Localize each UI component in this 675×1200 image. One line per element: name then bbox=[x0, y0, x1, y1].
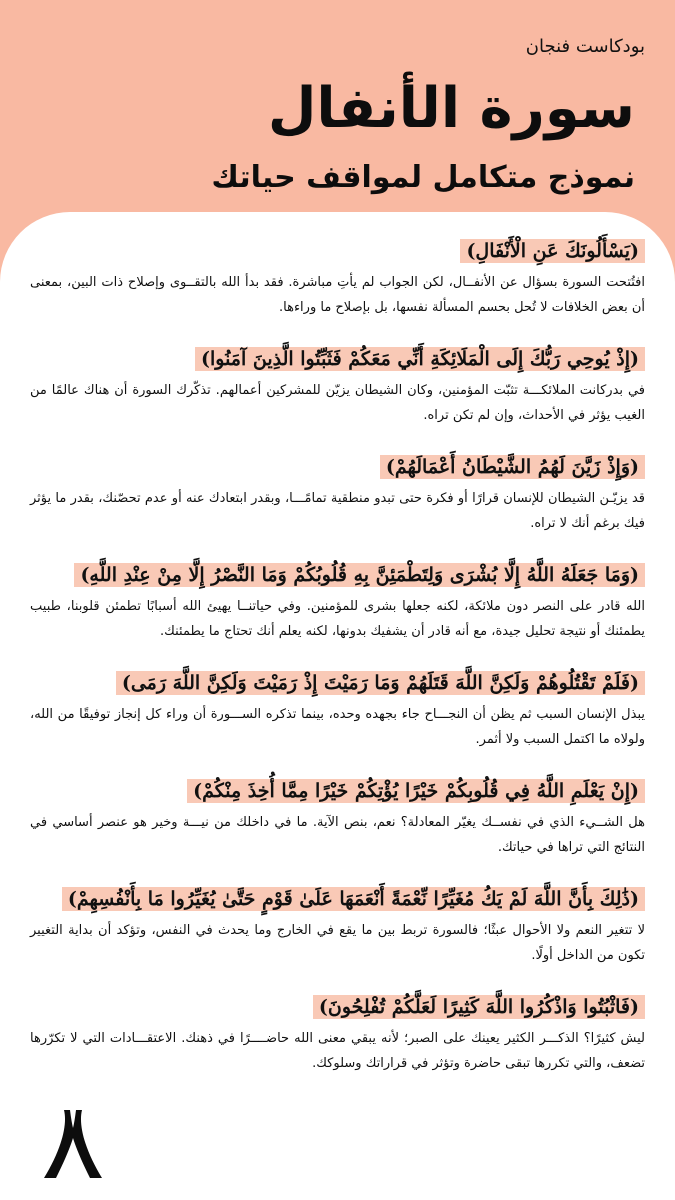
page-subtitle: نموذج متكامل لمواقف حياتك bbox=[211, 160, 635, 195]
section-8 bbox=[30, 992, 645, 1076]
verse-text: (وَإِذْ زَيَّنَ لَهُمُ الشَّيْطَانُ أَعْمَالَهُمْ) bbox=[380, 455, 645, 479]
verse-heading bbox=[30, 776, 645, 806]
verse-heading bbox=[30, 236, 645, 266]
verse-text: (فَلَمْ تَقْتُلُوهُمْ وَلَكِنَّ اللَّهَ قَتَلَهُمْ وَمَا رَمَيْتَ إِذْ رَمَيْتَ وَلَكِنَّ اللَّهَ رَمَى) bbox=[116, 671, 645, 695]
section-2 bbox=[30, 344, 645, 428]
sections-list bbox=[30, 236, 645, 1100]
section-body: لا تتغير النعم ولا الأحوال عبثًا؛ فالسورة تربط بين ما يقع في الخارج وما يحدث في النفس، وتؤكد أن بداية التغيير تكون من الداخل أولًا. bbox=[30, 923, 645, 963]
verse-heading bbox=[30, 884, 645, 914]
verse-text: (يَسْأَلُونَكَ عَنِ الْأَنْفَالِ) bbox=[460, 239, 645, 263]
verse-heading bbox=[30, 344, 645, 374]
section-body: يبذل الإنسان السبب ثم يظن أن النجـــاح جاء بجهده وحده، بينما تذكره الســـورة أن وراء كل إنجاز توفيقًا من الله، ولولاه ما اكتمل السبب ولا أثمر. bbox=[30, 707, 645, 747]
verse-heading bbox=[30, 992, 645, 1022]
page-number-mark bbox=[42, 1108, 104, 1180]
section-body: قد يزيّـن الشيطان للإنسان قرارًا أو فكرة حتى تبدو منطقية تمامًـــا، وبقدر ابتعادك عنه أو عدم تحصّنك، بقدر ما يؤثر فيك برغم أنك لا تراه. bbox=[30, 491, 645, 531]
section-1 bbox=[30, 236, 645, 320]
verse-heading bbox=[30, 668, 645, 698]
section-5 bbox=[30, 668, 645, 752]
brand-name: بودكاست فنجان bbox=[525, 36, 645, 57]
verse-text: (إِذْ يُوحِي رَبُّكَ إِلَى الْمَلَائِكَةِ أَنِّي مَعَكُمْ فَثَبِّتُوا الَّذِينَ آمَنُوا) bbox=[195, 347, 645, 371]
page-title: سورة الأنفال bbox=[267, 76, 635, 141]
section-7 bbox=[30, 884, 645, 968]
header bbox=[0, 0, 675, 230]
verse-text: (إِنْ يَعْلَمِ اللَّهُ فِي قُلُوبِكُمْ خَيْرًا يُؤْتِكُمْ خَيْرًا مِمَّا أُخِذَ مِنْكُمْ) bbox=[187, 779, 645, 803]
section-4 bbox=[30, 560, 645, 644]
section-body: ليش كثيرًا؟ الذكـــر الكثير يعينك على الصبر؛ لأنه يبقي معنى الله حاضــــرًا في ذهنك. الاعتقـــادات التي لا تكرّرها تضعف، والتي تكررها تبقى حاضرة وتؤثر في قراراتك وسلوكك. bbox=[30, 1031, 645, 1071]
verse-heading bbox=[30, 560, 645, 590]
section-body: افتُتحت السورة بسؤال عن الأنفــال، لكن الجواب لم يأتِ مباشرة. فقد بدأ الله بالتقــوى وإصلاح ذات البين، بمعنى أن بعض الخلافات لا تُحل بحسم المسألة نفسها، بل بإصلاح ما وراءها. bbox=[30, 275, 645, 315]
section-3 bbox=[30, 452, 645, 536]
section-6 bbox=[30, 776, 645, 860]
verse-text: (وَمَا جَعَلَهُ اللَّهُ إِلَّا بُشْرَى وَلِتَطْمَئِنَّ بِهِ قُلُوبُكُمْ وَمَا النَّصْرُ إِلَّا مِنْ عِنْدِ اللَّهِ) bbox=[74, 563, 645, 587]
section-body: في بدركانت الملائكـــة تثبّت المؤمنين، وكان الشيطان يزيّن للمشركين أعمالهم. تذكّرك السورة أن هناك عالمًا من الغيب يؤثر في الأحداث، وإن لم تكن تراه. bbox=[30, 383, 645, 423]
verse-text: (فَاثْبُتُوا وَاذْكُرُوا اللَّهَ كَثِيرًا لَعَلَّكُمْ تُفْلِحُونَ) bbox=[313, 995, 645, 1019]
verse-text: (ذَٰلِكَ بِأَنَّ اللَّهَ لَمْ يَكُ مُغَيِّرًا نِّعْمَةً أَنْعَمَهَا عَلَىٰ قَوْمٍ حَتَّىٰ يُغَيِّرُوا مَا بِأَنْفُسِهِمْ) bbox=[62, 887, 645, 911]
section-body: الله قادر على النصر دون ملائكة، لكنه جعلها بشرى للمؤمنين. وفي حياتنــا يهيئ الله أسبابًا تطمئن قلوبنا، طبيب يطمئنك أو نتيجة تحليل جيدة، مع أنه قادر أن يشفيك بدونها، لكنه يعلم أنك تحتاج ما يطمئنك. bbox=[30, 599, 645, 639]
section-body: هل الشــيء الذي في نفســك يغيّر المعادلة؟ نعم، بنص الآية. ما في داخلك من نيـــة وخير هو عنصر أساسي في النتائج التي تراها في حياتك. bbox=[30, 815, 645, 855]
verse-heading bbox=[30, 452, 645, 482]
